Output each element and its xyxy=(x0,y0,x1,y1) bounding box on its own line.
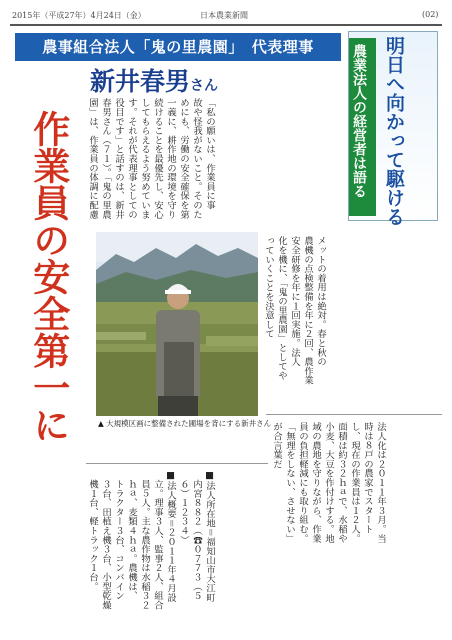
issue-date: 2015年（平成27年）4月24日（金） xyxy=(12,11,146,20)
newspaper-name: 日本農業新聞 xyxy=(200,11,248,20)
person-name-text: 新井春男 xyxy=(90,67,191,96)
column-divider xyxy=(266,414,442,415)
headline: 作業員の安全第一に xyxy=(26,110,71,443)
header-rule xyxy=(10,24,442,26)
series-subtitle: 農業法人の経営者は語る xyxy=(351,44,367,198)
company-profile: ■法人所在地＝福知山市大江町 内宮８８２（☎０７７３（５ ６）１２３４） ■法人概要＝２０１１年４月設 立。理事３人、監事２人、組合 員５人。主な農作物は水稲３２ ｈａ、麦類４ｈａ。農機は、 トラクター３台、コンバイン ３台、田植え機３台、小型乾燥 機１台、軽トラック１台。 xyxy=(87,470,215,610)
article-column-1: 「私の願いは、作業員に事 故や怪我がないこと。そのた めにも、労働の安全確保を第 一義に、耕作地の環境を守り 続けることを最優先し、安心 してもらえるよう努めていま す。それが代表理事としての 役目です」と話すのは、新井 春男さん（７１）。「鬼の里農 園」は、作業員の体調に配慮 xyxy=(87,98,215,219)
photo-caption: ▲ 大規模区画に整備された圃場を背にする新井さん xyxy=(98,419,272,428)
series-title: 明日へ向かって駆ける xyxy=(383,36,405,226)
profile-divider xyxy=(86,463,268,464)
article-column-3: 法人化は２０１１年３月。当 時は８戸の農家でスタート し、現在の作業員は１２人。 面積は約３２ｈａで、水稲や 小麦、大豆を作付けする。地 域の農地を守りながら、作業 員の負担軽減にも取り組む。 「無理をしない、させない」 が合言葉だ xyxy=(271,422,386,543)
person-name xyxy=(90,62,218,96)
farmer-photo-image xyxy=(96,232,258,416)
farmer-photo xyxy=(96,232,258,416)
article-column-2: メットの着用は絶対。春と秋の 農機の点検整備を年に２回、農作業 安全研修を年に１回実施。法人 化を機に、「鬼の里農園」としてや っていくことを決意して xyxy=(263,236,326,385)
person-name-suffix: さん xyxy=(190,78,219,94)
page-header xyxy=(10,8,442,22)
page-number: (02) xyxy=(422,10,439,19)
title-banner: 農事組合法人「鬼の里農園」 代表理事 xyxy=(15,33,341,61)
